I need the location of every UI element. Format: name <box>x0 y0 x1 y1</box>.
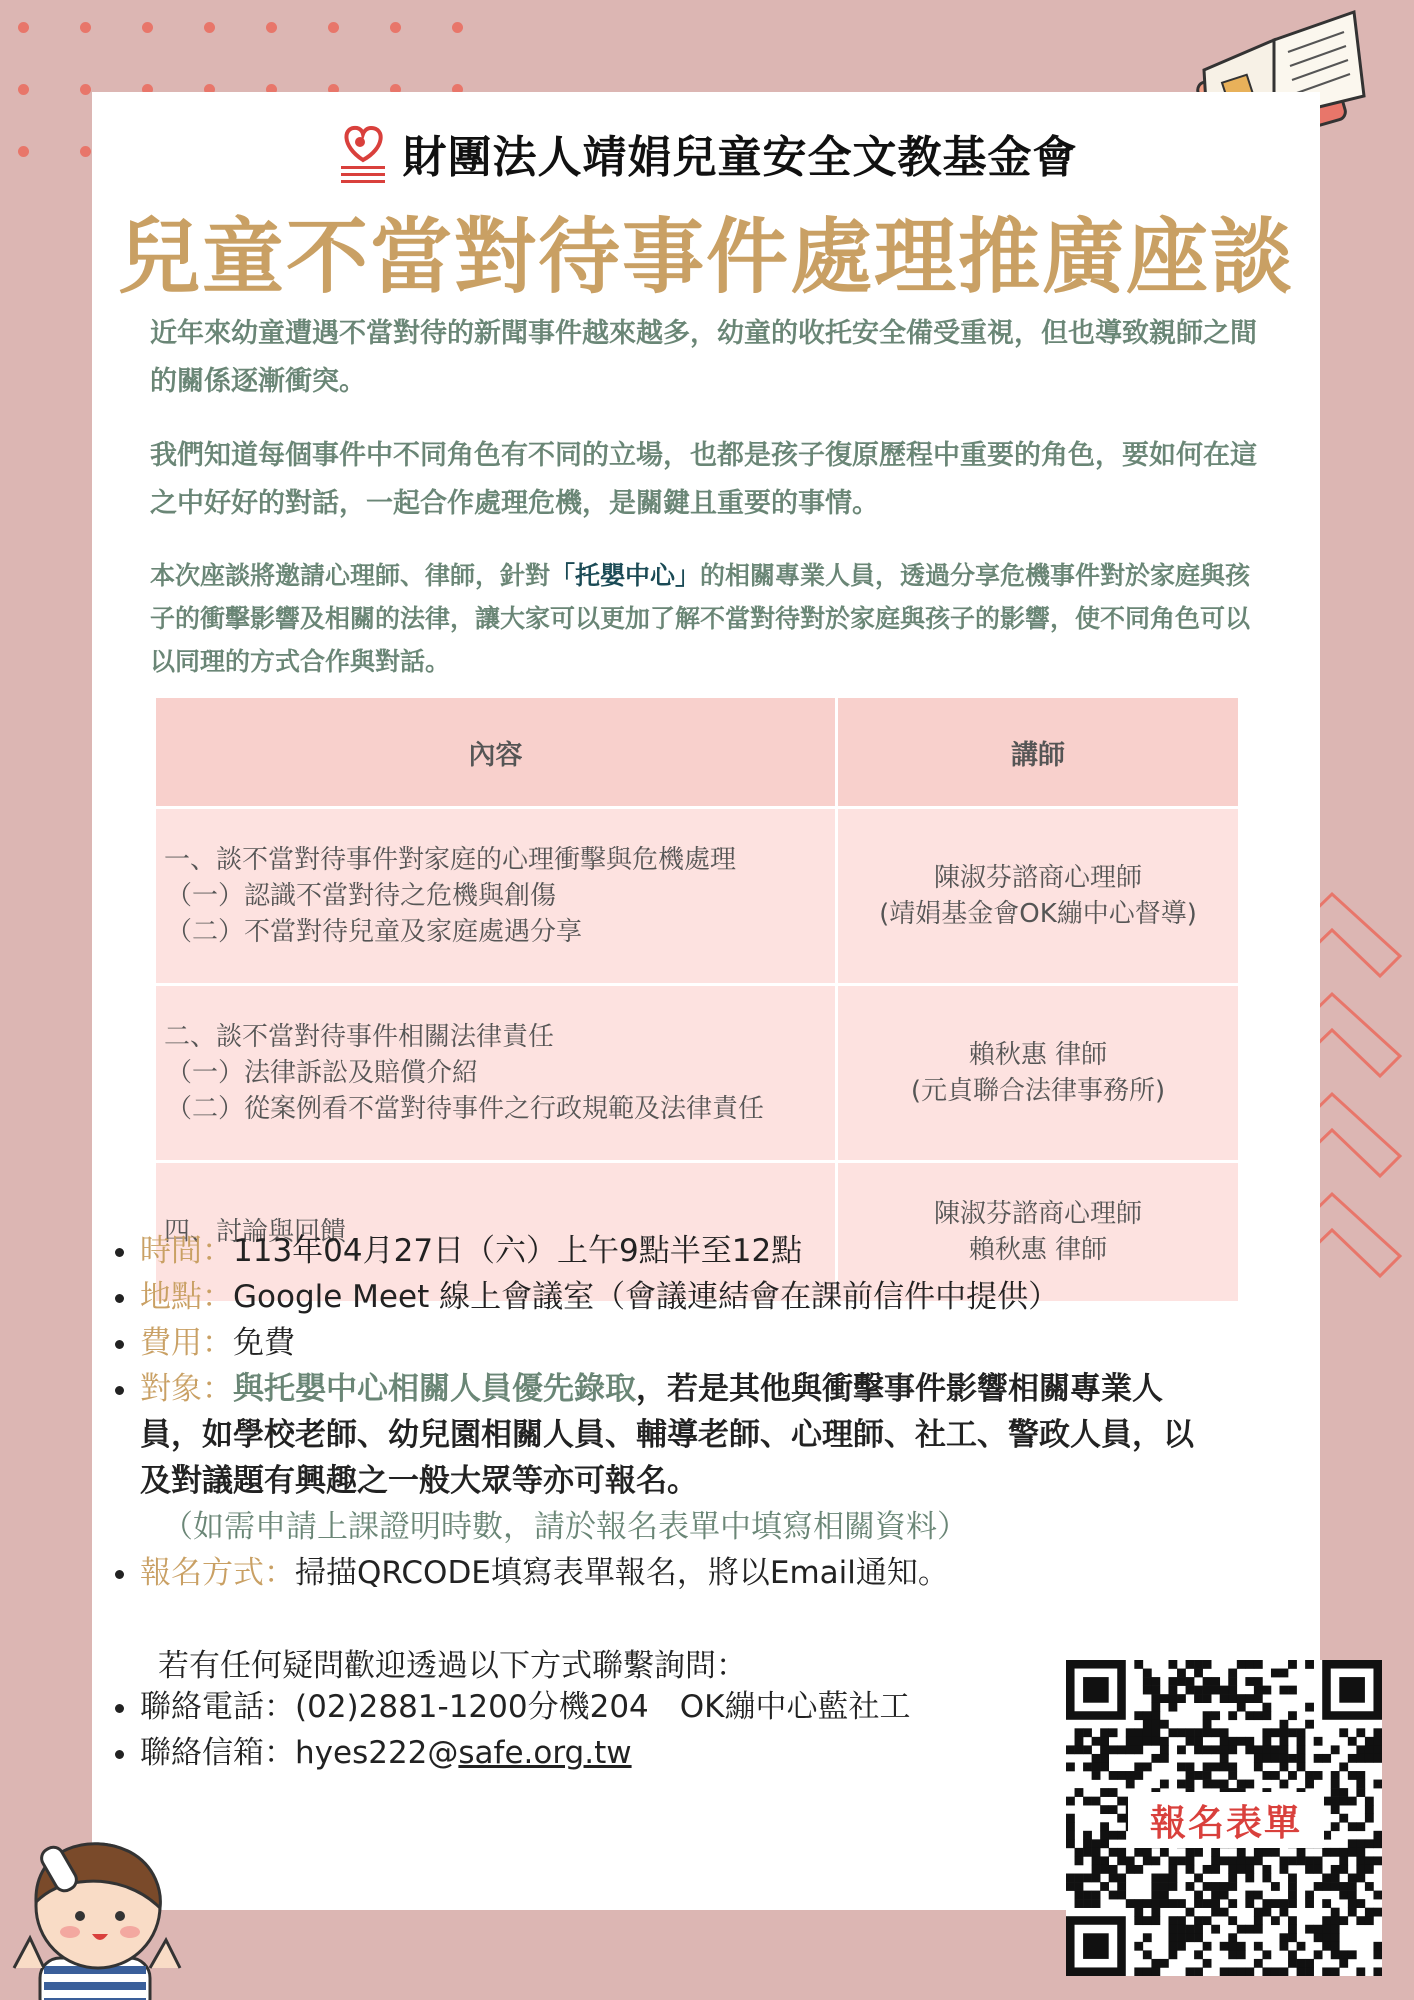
child-illustration <box>0 1818 190 2000</box>
intro-paragraph-2: 我們知道每個事件中不同角色有不同的立場，也都是孩子復原歷程中重要的角色，要如何在這之中好好的對話，一起合作處理危機，是關鍵且重要的事情。 <box>150 440 1257 519</box>
organization-header <box>92 120 1320 186</box>
detail-place: • 地點：Google Meet 線上會議室（會議連結會在課前信件中提供） <box>140 1274 1198 1320</box>
foundation-logo <box>335 120 391 186</box>
email-link[interactable]: safe.org.tw <box>458 1735 632 1771</box>
contact-phone: • 聯絡電話：(02)2881-1200分機204 OK繃中心藍社工 <box>140 1684 911 1730</box>
header-content: 內容 <box>156 698 835 806</box>
content-cell: 一、談不當對待事件對家庭的心理衝擊與危機處理 （一）認識不當對待之危機與創傷 （二）不當對待兒童及家庭處遇分享 <box>156 809 835 983</box>
schedule-table <box>156 698 1238 1304</box>
event-details <box>68 1228 1198 1596</box>
organization-name: 財團法人靖娟兒童安全文教基金會 <box>402 132 1078 183</box>
contact-info <box>68 1684 911 1776</box>
detail-fee: • 費用：免費 <box>140 1320 1198 1366</box>
speaker-cell: 陳淑芬諮商心理師 賴秋惠 律師 <box>838 1163 1238 1301</box>
highlight-text: 「托嬰中心」 <box>550 561 701 590</box>
table-row <box>156 809 1238 986</box>
poster-card <box>92 92 1320 1910</box>
content-cell: 二、談不當對待事件相關法律責任 （一）法律訴訟及賠償介紹 （二）從案例看不當對待事件之行政規範及法律責任 <box>156 986 835 1160</box>
intro-paragraph-3: 本次座談將邀請心理師、律師，針對「托嬰中心」的相關專業人員，透過分享危機事件對於家庭與孩子的衝擊影響及相關的法律，讓大家可以更加了解不當對待對於家庭與孩子的影響，使不同角色可以以同理的方式合作與對話。 <box>150 561 1251 676</box>
speaker-cell: 陳淑芬諮商心理師 (靖娟基金會OK繃中心督導) <box>838 809 1238 983</box>
table-row <box>156 986 1238 1163</box>
detail-target: • 對象：與托嬰中心相關人員優先錄取，若是其他與衝擊事件影響相關專業人員，如學校老師、幼兒園相關人員、輔導老師、心理師、社工、警政人員，以及對議題有興趣之一般大眾等亦可報名。 （如需申請上課證明時數，請於報名表單中填寫相關資料） <box>140 1366 1198 1550</box>
detail-time: • 時間：113年04月27日（六）上午9點半至12點 <box>140 1228 1198 1274</box>
certificate-note: （如需申請上課證明時數，請於報名表單中填寫相關資料） <box>162 1509 968 1545</box>
table-header-row <box>156 698 1238 809</box>
detail-signup: • 報名方式：掃描QRCODE填寫表單報名，將以Email通知。 <box>140 1550 1198 1596</box>
speaker-cell: 賴秋惠 律師 (元貞聯合法律事務所) <box>838 986 1238 1160</box>
qr-label: 報名表單 <box>1128 1792 1324 1848</box>
content-cell: 四、討論與回饋 <box>156 1163 835 1301</box>
contact-prompt: 若有任何疑問歡迎透過以下方式聯繫詢問： <box>158 1648 747 1684</box>
contact-email: • 聯絡信箱：hyes222@safe.org.tw <box>140 1730 911 1776</box>
header-speaker: 講師 <box>838 698 1238 806</box>
page-title: 兒童不當對待事件處理推廣座談 <box>117 210 1294 305</box>
intro-paragraph-1: 近年來幼童遭遇不當對待的新聞事件越來越多，幼童的收托安全備受重視，但也導致親師之間的關係逐漸衝突。 <box>150 318 1257 397</box>
